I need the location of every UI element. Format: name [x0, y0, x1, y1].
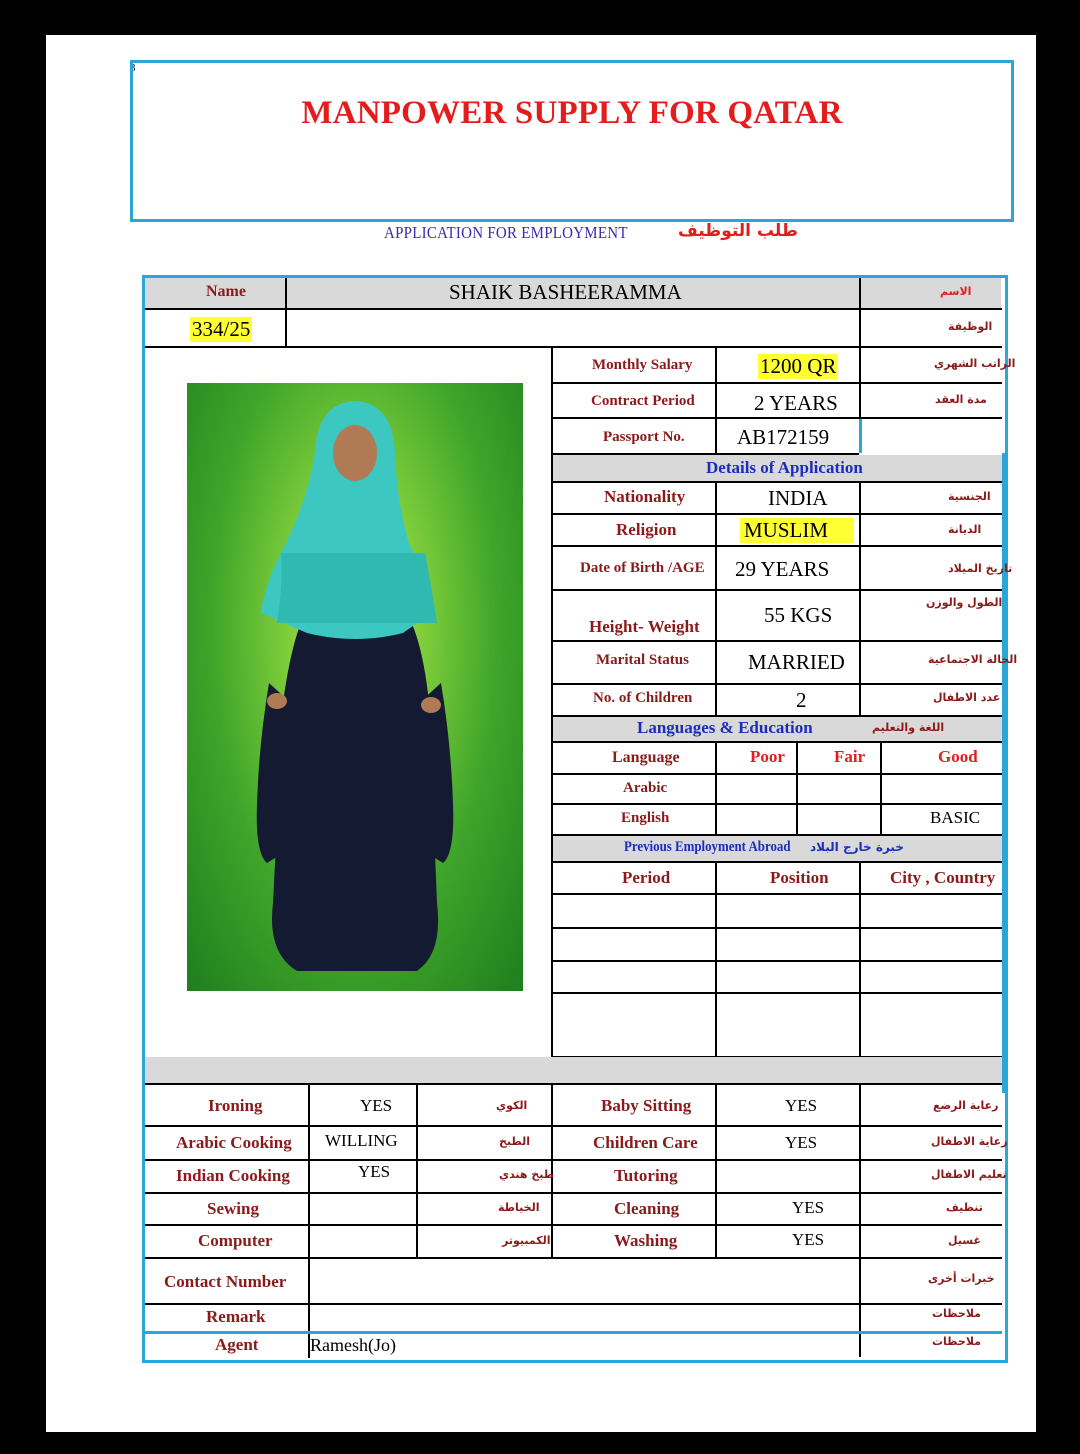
- agent-label: Agent: [215, 1335, 259, 1354]
- skill-indian-cooking-value: YES: [358, 1162, 391, 1181]
- skill-baby-sitting-label: Baby Sitting: [601, 1096, 692, 1115]
- skill-washing-label: Washing: [614, 1231, 678, 1250]
- application-form: [46, 35, 1036, 1432]
- skill-arabic-cooking-label-ar: الطبخ: [499, 1135, 531, 1148]
- position-col-header: Position: [770, 868, 829, 887]
- agent-value: Ramesh(Jo): [310, 1335, 396, 1355]
- languages-header-ar: اللغة والتعليم: [872, 721, 945, 734]
- children-value: 2: [796, 688, 807, 712]
- remark-label-ar: ملاحظات: [932, 1307, 981, 1320]
- skill-sewing-label-ar: الخياطة: [498, 1201, 540, 1214]
- religion-label-ar: الديانة: [948, 523, 982, 536]
- skill-tutoring-label-ar: تعليم الاطفال: [931, 1168, 1007, 1181]
- skill-cleaning-label: Cleaning: [614, 1199, 680, 1218]
- marital-status-label: Marital Status: [596, 652, 689, 668]
- skill-arabic-cooking-value: WILLING: [325, 1131, 398, 1150]
- name-label: Name: [206, 283, 246, 300]
- skill-ironing-value: YES: [360, 1096, 393, 1115]
- nationality-label-ar: الجنسية: [948, 490, 991, 503]
- marital-status-value: MARRIED: [748, 650, 845, 674]
- religion-value: MUSLIM: [740, 518, 854, 543]
- monthly-salary-value: 1200 QR: [760, 354, 837, 378]
- skill-children-care-label: Children Care: [593, 1133, 698, 1152]
- language-english: English: [621, 810, 670, 826]
- good-col-header: Good: [938, 747, 978, 766]
- skill-ironing-label-ar: الكوي: [496, 1099, 528, 1112]
- fair-col-header: Fair: [834, 747, 866, 766]
- height-weight-label-ar: الطول والوزن: [926, 596, 1003, 609]
- languages-header: Languages & Education: [637, 718, 813, 737]
- details-header: Details of Application: [706, 458, 863, 477]
- skill-computer-label: Computer: [198, 1231, 273, 1250]
- title-box: [130, 60, 1014, 222]
- dob-age-label-ar: تاريخ الميلاد: [948, 562, 1013, 575]
- agent-label-ar: ملاحظات: [932, 1335, 981, 1348]
- nationality-value: INDIA: [768, 486, 828, 510]
- dob-age-value: 29 YEARS: [735, 557, 830, 581]
- language-arabic: Arabic: [623, 780, 668, 796]
- reference-number: 334/25: [192, 317, 251, 341]
- skill-cleaning-value: YES: [792, 1198, 825, 1217]
- monthly-salary-label-ar: الراتب الشهري: [934, 357, 1016, 370]
- period-col-header: Period: [622, 868, 671, 887]
- monthly-salary-label: Monthly Salary: [592, 357, 693, 373]
- nationality-label: Nationality: [604, 487, 686, 506]
- contact-number-label: Contact Number: [164, 1272, 287, 1291]
- marital-status-label-ar: الحالة الاجتماعية: [928, 653, 1018, 666]
- dob-age-label: Date of Birth /AGE: [580, 560, 705, 576]
- skill-indian-cooking-label: Indian Cooking: [176, 1166, 290, 1185]
- children-label-ar: عدد الاطفال: [933, 691, 1001, 704]
- passport-value: AB172159: [737, 425, 830, 449]
- passport-label: Passport No.: [603, 429, 685, 445]
- form-subtitle: APPLICATION FOR EMPLOYMENT: [384, 223, 628, 242]
- contract-period-label: Contract Period: [591, 393, 695, 409]
- skill-baby-sitting-value: YES: [785, 1096, 818, 1115]
- skill-sewing-label: Sewing: [207, 1199, 259, 1218]
- language-col-header: Language: [612, 749, 680, 766]
- skill-indian-cooking-label-ar: طبخ هندي: [499, 1168, 555, 1181]
- city-country-col-header: City , Country: [890, 868, 996, 887]
- name-label-ar: الاسم: [940, 285, 972, 298]
- contract-period-value: 2 YEARS: [754, 391, 838, 415]
- remark-label: Remark: [206, 1307, 266, 1326]
- children-label: No. of Children: [593, 690, 693, 706]
- skill-children-care-label-ar: رعاية الاطفال: [931, 1135, 1008, 1148]
- applicant-name: SHAIK BASHEERAMMA: [449, 280, 682, 304]
- employment-header-ar: خبرة خارج البلاد: [810, 840, 904, 854]
- contact-number-label-ar: خبرات أخرى: [928, 1272, 995, 1285]
- poor-col-header: Poor: [750, 747, 785, 766]
- skill-washing-label-ar: غسيل: [948, 1234, 982, 1247]
- applicant-figure: [187, 383, 523, 991]
- page-title: MANPOWER SUPPLY FOR QATAR: [301, 95, 843, 131]
- skill-computer-label-ar: الكمبيوتر: [502, 1234, 551, 1247]
- skill-tutoring-label: Tutoring: [614, 1166, 678, 1185]
- corner-mark: 3: [130, 62, 136, 74]
- skill-baby-sitting-label-ar: رعاية الرضع: [933, 1099, 999, 1112]
- height-weight-label: Height- Weight: [589, 617, 700, 636]
- ref-label-ar: الوظيفة: [948, 320, 993, 333]
- skill-ironing-label: Ironing: [208, 1096, 263, 1115]
- height-weight-value: 55 KGS: [764, 603, 833, 627]
- skill-cleaning-label-ar: تنظيف: [946, 1201, 983, 1214]
- skill-washing-value: YES: [792, 1230, 825, 1249]
- skill-arabic-cooking-label: Arabic Cooking: [176, 1133, 292, 1152]
- skill-children-care-value: YES: [785, 1133, 818, 1152]
- form-subtitle-ar: طلب التوظيف: [678, 221, 798, 241]
- applicant-photo: [187, 383, 523, 991]
- employment-header: Previous Employment Abroad: [624, 839, 791, 855]
- religion-label: Religion: [616, 520, 677, 539]
- contract-period-label-ar: مدة العقد: [935, 393, 987, 406]
- english-good-value: BASIC: [930, 808, 981, 827]
